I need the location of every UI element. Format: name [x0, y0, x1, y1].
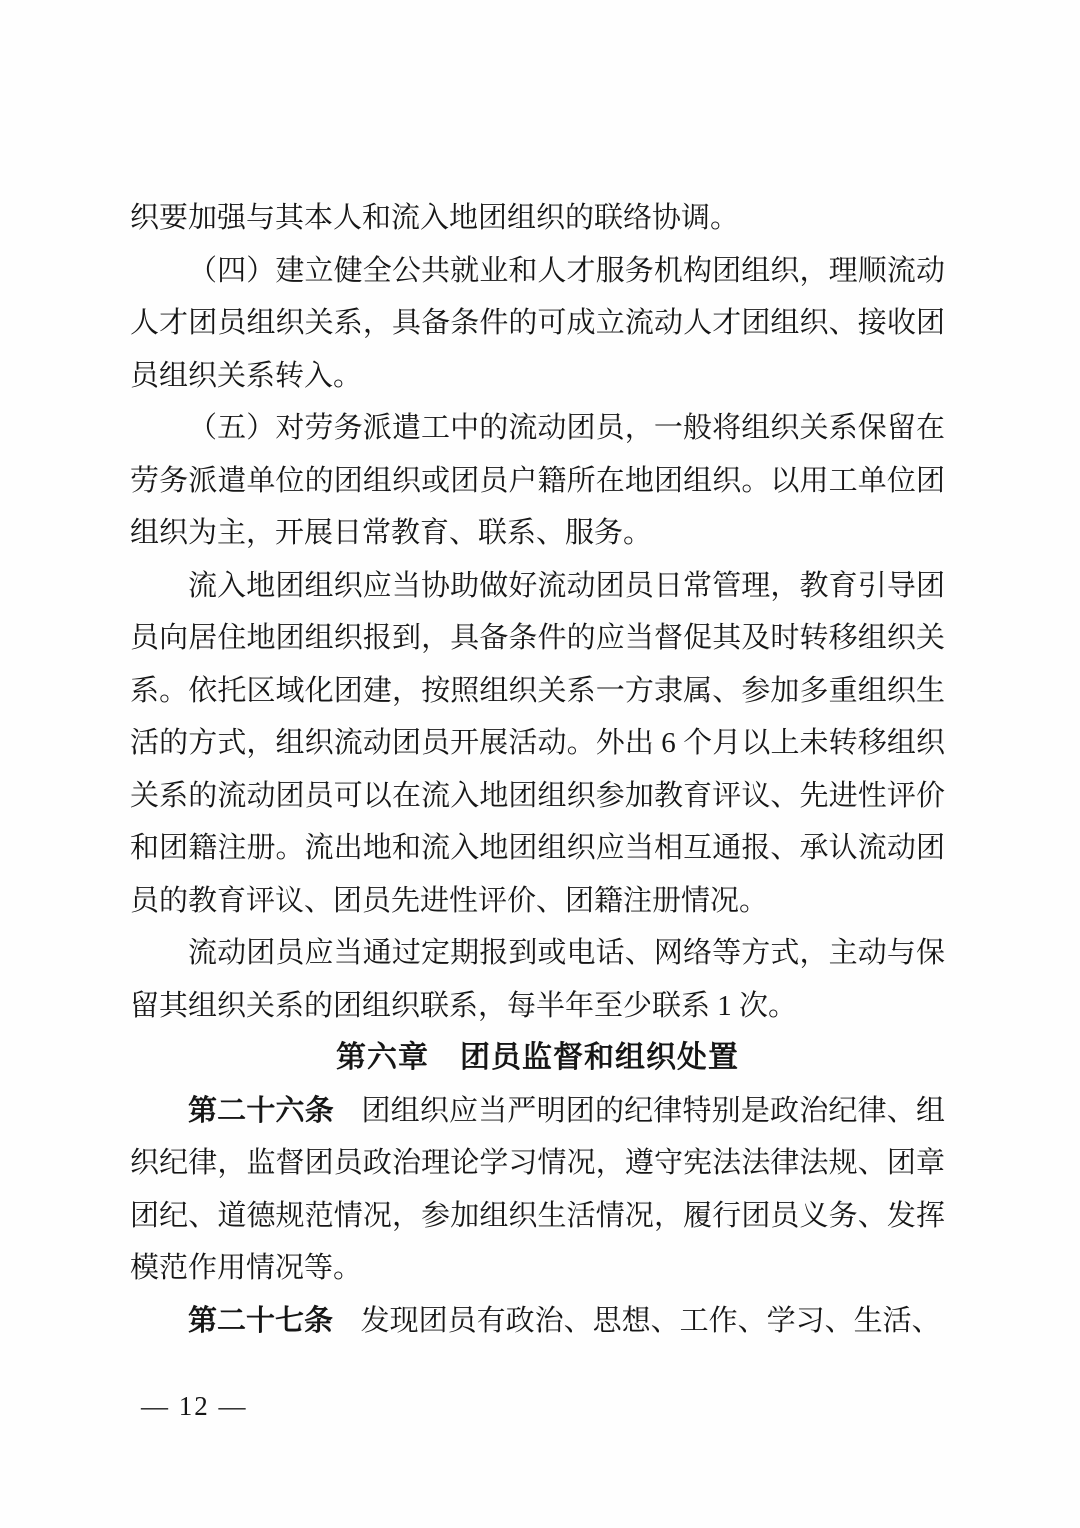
- paragraph-item-4: （四）建立健全公共就业和人才服务机构团组织，理顺流动人才团员组织关系，具备条件的可成立流动人才团组织、接收团员组织关系转入。: [130, 254, 945, 392]
- article-27-lead: 第二十七条: [188, 1304, 334, 1337]
- article-26-lead: 第二十六条: [188, 1094, 334, 1127]
- chapter-heading: 第六章 团员监督和组织处置: [336, 1041, 739, 1074]
- article-27: [130, 1295, 945, 1348]
- paragraph-inflow-management: 流入地团组织应当协助做好流动团员日常管理，教育引导团员向居住地团组织报到，具备条件的应当督促其及时转移组织关系。依托区域化团建，按照组织关系一方隶属、参加多重组织生活的方式，组织流动团员开展活动。外出 6 个月以上未转移组织关系的流动团员可以在流入地团组织参加教育评议、先进性评价和团籍注册。流出地和流入地团组织应当相互通报、承认流动团员的教育评议、团员先进性评价、团籍注册情况。: [130, 569, 945, 917]
- article-26: [130, 1085, 945, 1295]
- paragraph-contact-requirement: 流动团员应当通过定期报到或电话、网络等方式，主动与保留其组织关系的团组织联系，每半年至少联系 1 次。: [130, 937, 945, 1022]
- article-27-text: 发现团员有政治、思想、工作、学习、生活、: [360, 1304, 941, 1337]
- paragraph-item-5: （五）对劳务派遣工中的流动团员，一般将组织关系保留在劳务派遣单位的团组织或团员户籍所在地团组织。以用工单位团组织为主，开展日常教育、联系、服务。: [130, 412, 945, 549]
- document-text-block: [130, 192, 945, 1347]
- page-number: — 12 —: [141, 1391, 248, 1421]
- continuation-line: 织要加强与其本人和流入地团组织的联络协调。: [130, 202, 740, 234]
- article-26-text: 团组织应当严明团的纪律特别是政治纪律、组织纪律，监督团员政治理论学习情况，遵守宪法法律法规、团章团纪、道德规范情况，参加组织生活情况，履行团员义务、发挥模范作用情况等。: [130, 1094, 945, 1284]
